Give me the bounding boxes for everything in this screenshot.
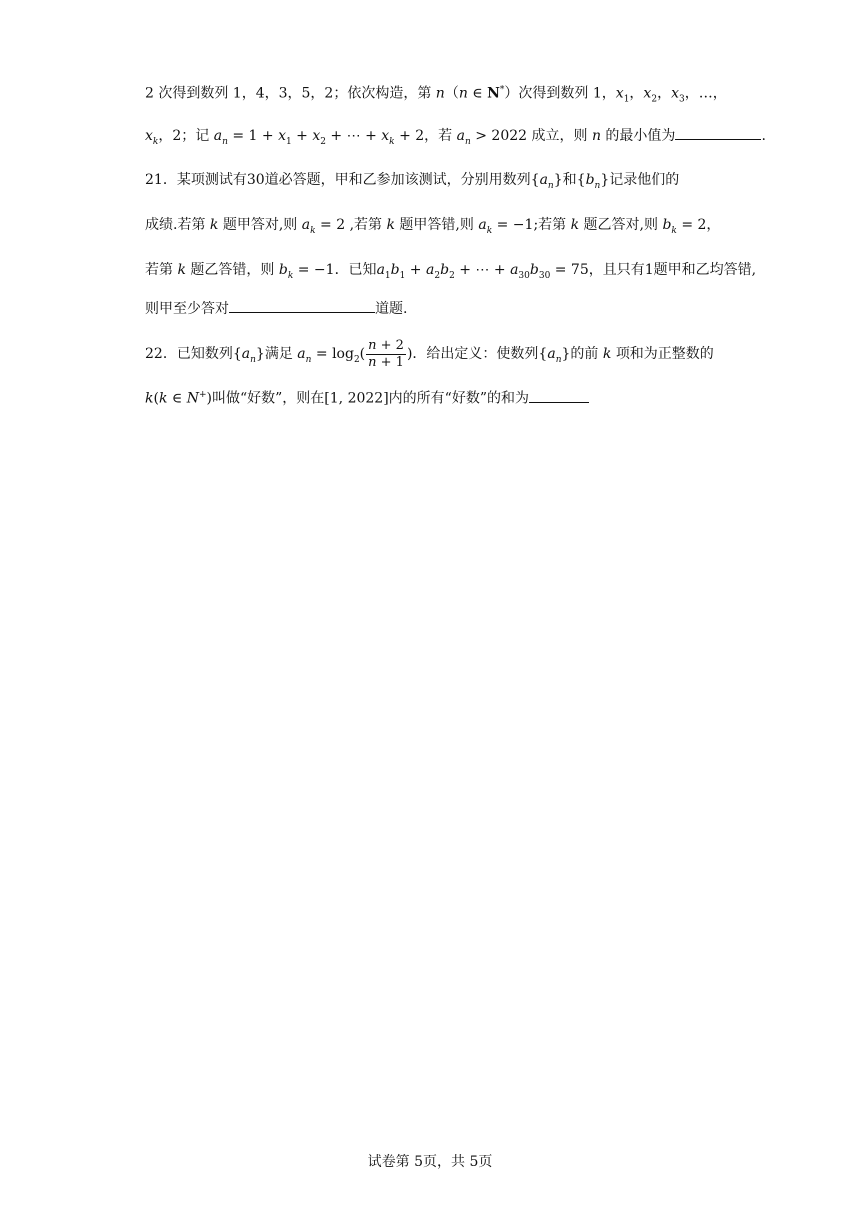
q21-text: ;若第	[533, 217, 567, 233]
q21-line-4	[145, 298, 725, 322]
answer-blank[interactable]	[229, 298, 375, 313]
q20-text: + ⋯ +	[325, 128, 382, 144]
q21-text: 若第	[145, 262, 173, 278]
q20-line-2: $x_k$，2；记 $a_n = 1 + x_1 + x_2$ + ⋯ + $x_k + 2$，若 $a_n > 2022$ 成立，则 n 的最小值为 .	[145, 125, 725, 149]
answer-blank[interactable]	[529, 388, 589, 403]
q21-text: 题甲答对,则	[222, 217, 298, 233]
q21-line-3: 若第 k 题乙答错，则 $b_k = -1$．已知$a_1b_1 + a_2b_2$ + ⋯ + $a_{30}b_{30} = 75$，且只有1题甲和乙均答错,	[145, 262, 757, 281]
q22-line-2: k(k ∈ N+)叫做“好数”，则在[1, 2022]内的所有“好数”的和为	[145, 385, 725, 409]
q22-text: 满足	[264, 346, 293, 362]
q21-text: 记录他们的	[609, 172, 680, 188]
q20-text: 2 次得到数列 1，4，3，5，2；依次构造，第	[145, 85, 436, 102]
q22-text: 项和为正整数的	[615, 346, 714, 362]
q21-text: 题乙答对,则	[583, 217, 658, 233]
q20-line-1: 2 次得到数列 1，4，3，5，2；依次构造，第 n（n ∈ N*）次得到数列 1，$x_1$，$x_2$，$x_3$，…，	[145, 85, 727, 105]
q22-text: 22．已知数列	[145, 346, 233, 362]
q20-text: + 2，若	[394, 128, 457, 144]
q21-text: 成绩.若第	[145, 217, 206, 233]
q21-text: 题乙答错，则	[190, 262, 275, 278]
q20-text: = 1 +	[227, 128, 279, 144]
q22-text: 叫做“好数”，则在	[211, 390, 325, 407]
q21-text: ．已知	[334, 262, 377, 278]
q21-text: 题甲答错,则	[399, 217, 474, 233]
q20-text: ，2；记	[158, 128, 214, 144]
q21-text: 道题.	[375, 301, 408, 317]
q20-text: ，…，	[684, 85, 727, 102]
q22-text: 的前	[570, 346, 599, 362]
fraction: $\frac{n + 2}{n + 1}$	[368, 337, 404, 370]
q20-text: （	[444, 85, 459, 102]
q20-text: 的最小值为	[600, 128, 676, 144]
q20-text: > 2022 成立，则	[470, 128, 592, 144]
q22-text: ．给出定义：使数列	[412, 346, 539, 362]
page-footer: 试卷第 5页，共 5页	[367, 1154, 493, 1170]
q21-line-2: 成绩.若第 k 题甲答对,则 $a_k = 2$ ,若第 k 题甲答错,则 $a_k = -1$;若第 k 题乙答对,则 $b_k = 2$，	[145, 217, 721, 236]
answer-blank[interactable]	[675, 125, 761, 140]
q21-text: ，且只有1题甲和乙均答错,	[588, 262, 757, 278]
q22-text: 内的所有“好数”的和为	[388, 390, 529, 407]
q20-text: .	[761, 128, 766, 144]
q21-text: 则甲至少答对	[145, 301, 229, 317]
q21-text: ,若第	[349, 217, 383, 233]
q22-line-1: 22．已知数列$\{a_n\}$满足 $a_n = \log_2$( $\frac{n + 2}{n + 1}$ )．给出定义：使数列$\{a_n\}$的前 k 项和为正整数的	[145, 337, 714, 370]
q21-text: 和	[562, 172, 577, 188]
q21-line-1: 21．某项测试有30道必答题，甲和乙参加该测试，分别用数列$\{a_n\}$和$\{b_n\}$记录他们的	[145, 172, 680, 191]
q21-text: 21．某项测试有30道必答题，甲和乙参加该测试，分别用数列	[145, 172, 531, 188]
q20-text: ）次得到数列 1，	[504, 85, 616, 102]
